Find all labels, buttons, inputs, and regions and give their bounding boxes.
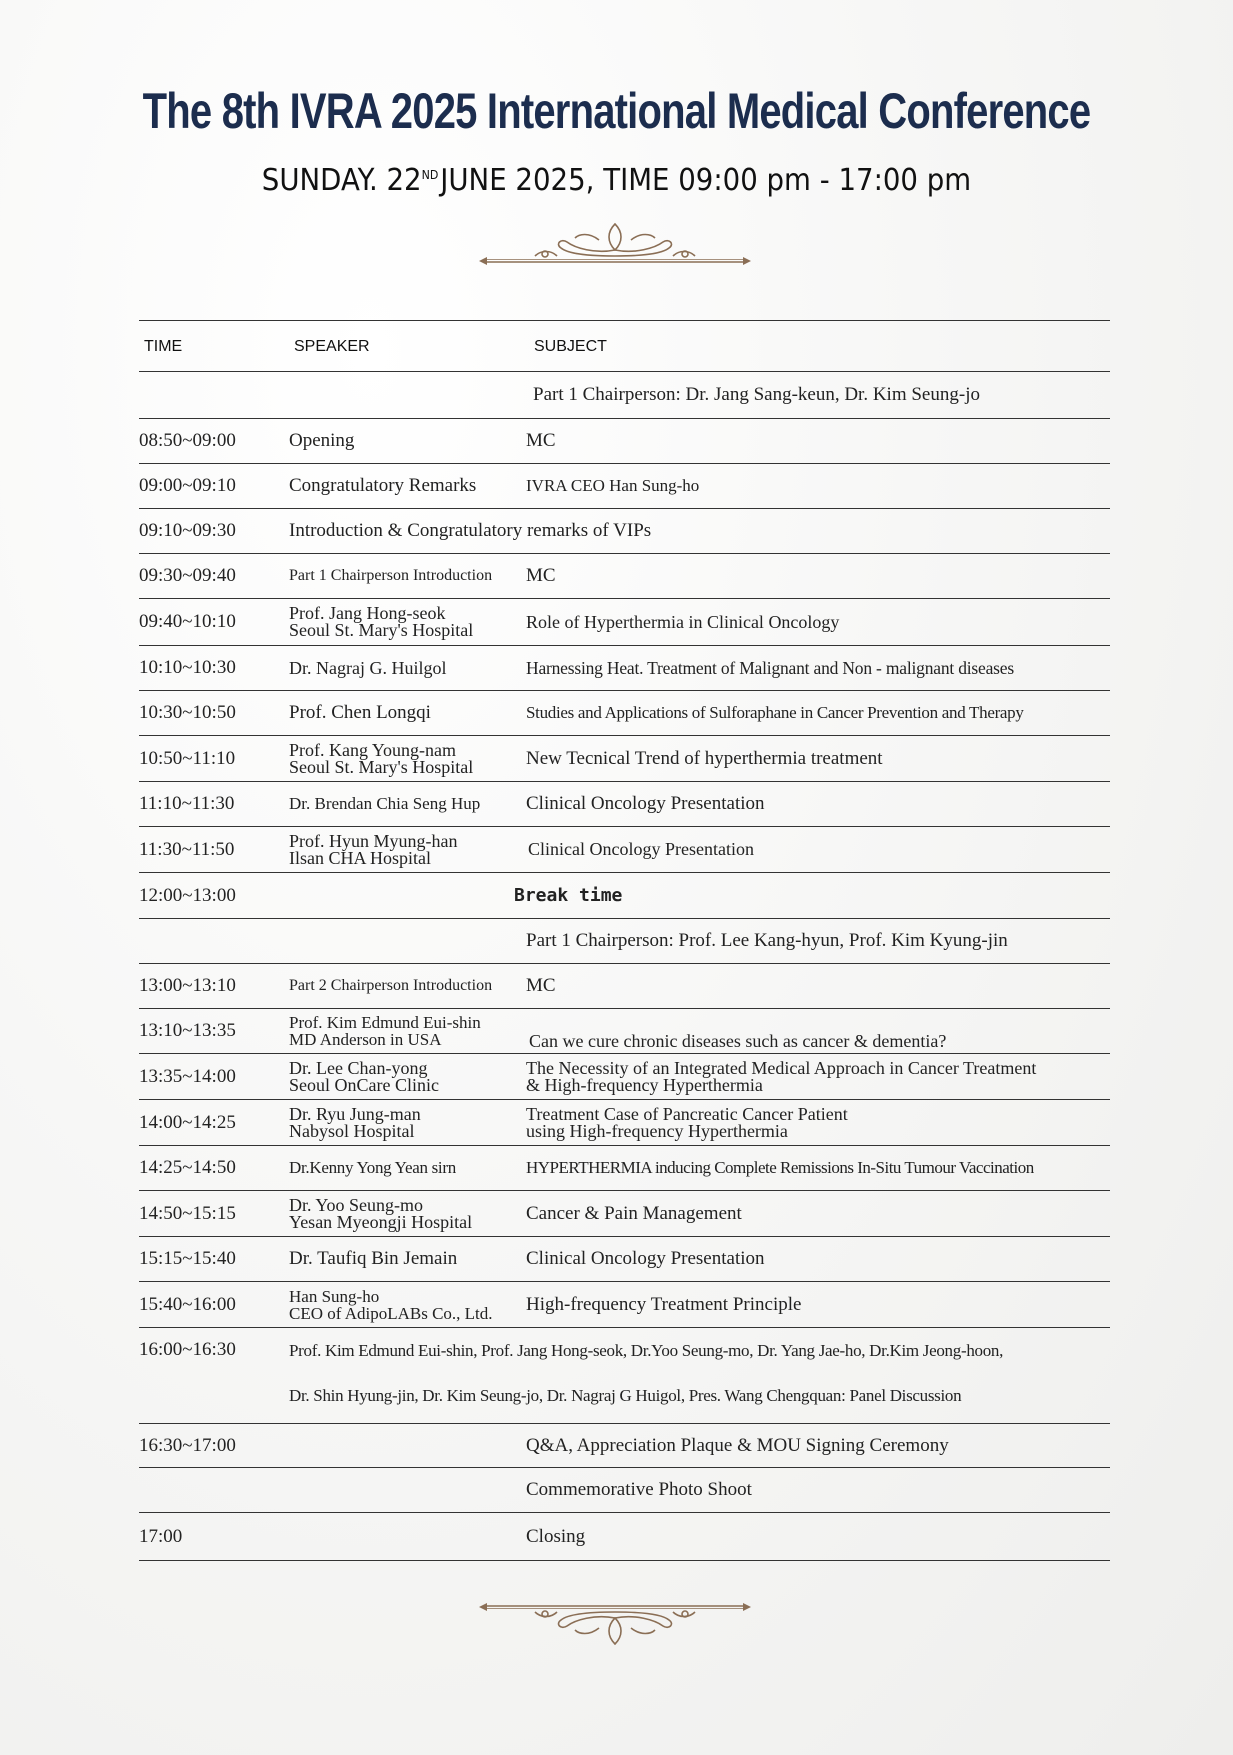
table-row-panel-discussion <box>139 1328 1110 1424</box>
speaker-cell: Congratulatory Remarks <box>289 475 477 496</box>
speaker-affiliation: CEO of AdipoLABs Co., Ltd. <box>289 1303 493 1323</box>
time-cell: 12:00~13:00 <box>139 884 236 906</box>
subject-cell: Role of Hyperthermia in Clinical Oncology <box>526 611 840 632</box>
speaker-cell <box>289 827 519 872</box>
time-cell: 14:50~15:15 <box>139 1202 236 1224</box>
time-cell: 10:30~10:50 <box>139 702 236 723</box>
speaker-cell <box>289 1282 519 1327</box>
time-cell: 10:50~11:10 <box>139 747 236 769</box>
time-cell: 08:50~09:00 <box>139 430 236 451</box>
subject-line-1: Treatment Case of Pancreatic Cancer Patient <box>526 1103 848 1124</box>
speaker-affiliation: Seoul OnCare Clinic <box>289 1074 439 1095</box>
break-label: Break time <box>514 885 623 906</box>
table-row <box>139 1424 1110 1468</box>
speaker-affiliation: Seoul St. Mary's Hospital <box>289 620 474 640</box>
time-cell: 10:10~10:30 <box>139 657 236 678</box>
subtitle-rest: JUNE 2025, TIME 09:00 pm - 17:00 pm <box>440 163 972 198</box>
speaker-cell: Dr.Kenny Yong Yean sirn <box>289 1158 456 1177</box>
subject-cell: MC <box>526 975 556 996</box>
wide-cell: Introduction & Congratulatory remarks of VIPs <box>289 520 652 541</box>
speaker-name: Prof. Kang Young-nam <box>289 739 457 760</box>
subject-cell: MC <box>526 430 556 451</box>
time-cell: 09:10~09:30 <box>139 520 236 541</box>
subject-cell: Harnessing Heat. Treatment of Malignant and Non - malignant diseases <box>526 657 1014 678</box>
speaker-cell: Dr. Brendan Chia Seng Hup <box>289 794 481 813</box>
speaker-cell: Opening <box>289 430 355 451</box>
time-cell: 11:30~11:50 <box>139 838 235 860</box>
subject-cell: Cancer & Pain Management <box>526 1202 742 1224</box>
time-cell: 09:30~09:40 <box>139 565 236 586</box>
subject-cell: Commemorative Photo Shoot <box>526 1479 752 1500</box>
time-cell: 15:15~15:40 <box>139 1248 236 1269</box>
speaker-affiliation: Yesan Myeongji Hospital <box>289 1211 473 1232</box>
table-row <box>139 1100 1110 1146</box>
table-row <box>139 964 1110 1009</box>
column-header-subject: SUBJECT <box>534 338 607 355</box>
subtitle-day: SUNDAY. 22 <box>261 163 422 198</box>
subject-cell: Part 1 Chairperson: Dr. Jang Sang-keun, Dr. Kim Seung-jo <box>533 384 980 405</box>
time-cell: 15:40~16:00 <box>139 1293 236 1315</box>
table-row <box>139 372 1110 419</box>
time-cell: 17:00 <box>139 1525 183 1547</box>
subject-cell: Part 1 Chairperson: Prof. Lee Kang-hyun, Prof. Kim Kyung-jin <box>526 930 1008 951</box>
table-row <box>139 1191 1110 1237</box>
subject-cell: New Tecnical Trend of hyperthermia treatment <box>526 747 883 769</box>
column-header-time: TIME <box>144 338 183 355</box>
speaker-cell <box>289 1191 519 1236</box>
subject-line-2: & High-frequency Hyperthermia <box>526 1074 763 1095</box>
subject-line-2: using High-frequency Hyperthermia <box>526 1120 788 1141</box>
table-row <box>139 1468 1110 1513</box>
time-cell: 13:35~14:00 <box>139 1065 236 1087</box>
speaker-cell <box>289 1009 519 1053</box>
panel-members-line-2: Dr. Shin Hyung-jin, Dr. Kim Seung-jo, Dr. Nagraj G Huigol, Pres. Wang Chengquan: Panel Discussion <box>289 1386 962 1405</box>
speaker-name: Dr. Lee Chan-yong <box>289 1057 428 1078</box>
ornament-divider-top-icon <box>475 220 755 270</box>
speaker-affiliation: Ilsan CHA Hospital <box>289 847 431 868</box>
column-header-speaker: SPEAKER <box>294 338 370 355</box>
table-row <box>139 1054 1110 1100</box>
panel-members-line-1: Prof. Kim Edmund Eui-shin, Prof. Jang Hong-seok, Dr.Yoo Seung-mo, Dr. Yang Jae-ho, Dr.Kim Jeong-hoon, <box>289 1341 1004 1360</box>
time-cell: 16:30~17:00 <box>139 1434 236 1456</box>
page-title: The 8th IVRA 2025 International Medical Conference <box>142 83 1091 139</box>
subject-cell: IVRA CEO Han Sung-ho <box>526 476 700 495</box>
subject-cell: Closing <box>526 1525 586 1547</box>
subject-cell: Q&A, Appreciation Plaque & MOU Signing Ceremony <box>526 1434 949 1456</box>
time-cell: 09:40~10:10 <box>139 611 236 632</box>
speaker-cell <box>289 736 519 781</box>
schedule-table <box>139 320 1110 1561</box>
speaker-name: Prof. Kim Edmund Eui-shin <box>289 1013 481 1032</box>
subject-cell: Studies and Applications of Sulforaphane in Cancer Prevention and Therapy <box>526 703 1024 722</box>
table-row <box>139 1146 1110 1191</box>
time-cell: 14:00~14:25 <box>139 1111 236 1133</box>
time-cell: 13:10~13:35 <box>139 1020 236 1041</box>
table-row <box>139 919 1110 964</box>
time-cell: 16:00~16:30 <box>139 1339 236 1360</box>
speaker-cell <box>289 599 519 645</box>
subject-cell: Clinical Oncology Presentation <box>526 1248 765 1269</box>
table-row <box>139 873 1110 919</box>
table-row <box>139 736 1110 782</box>
table-row <box>139 827 1110 873</box>
table-row <box>139 509 1110 554</box>
table-row <box>139 464 1110 509</box>
speaker-cell <box>289 1100 519 1145</box>
speaker-name: Han Sung-ho <box>289 1286 380 1306</box>
speaker-cell: Dr. Nagraj G. Huilgol <box>289 657 447 678</box>
table-row <box>139 1009 1110 1054</box>
speaker-cell <box>289 1054 519 1099</box>
table-row <box>139 1237 1110 1282</box>
table-row <box>139 554 1110 599</box>
subject-cell <box>526 1100 1126 1145</box>
subject-cell: Can we cure chronic diseases such as cancer & dementia? <box>529 1030 947 1051</box>
speaker-affiliation: Seoul St. Mary's Hospital <box>289 756 474 777</box>
speaker-cell: Part 2 Chairperson Introduction <box>289 977 493 994</box>
time-cell: 09:00~09:10 <box>139 475 236 496</box>
table-row <box>139 599 1110 646</box>
subject-cell: Clinical Oncology Presentation <box>528 839 754 859</box>
speaker-cell: Part 1 Chairperson Introduction <box>289 567 493 584</box>
table-row <box>139 691 1110 736</box>
subject-cell: MC <box>526 565 556 586</box>
speaker-affiliation: Nabysol Hospital <box>289 1120 415 1141</box>
speaker-name: Dr. Yoo Seung-mo <box>289 1194 424 1215</box>
table-row <box>139 1513 1110 1561</box>
time-cell: 14:25~14:50 <box>139 1157 236 1178</box>
table-row <box>139 1282 1110 1328</box>
speaker-affiliation: MD Anderson in USA <box>289 1030 442 1049</box>
table-row <box>139 419 1110 464</box>
subject-cell <box>526 1054 1126 1099</box>
subject-line-1: The Necessity of an Integrated Medical Approach in Cancer Treatment <box>526 1057 1037 1078</box>
speaker-cell: Dr. Taufiq Bin Jemain <box>289 1248 458 1269</box>
time-cell: 11:10~11:30 <box>139 793 235 814</box>
speaker-name: Prof. Hyun Myung-han <box>289 830 458 851</box>
table-row <box>139 646 1110 691</box>
speaker-cell: Prof. Chen Longqi <box>289 702 431 723</box>
speaker-name: Prof. Jang Hong-seok <box>289 603 446 623</box>
subject-cell: Clinical Oncology Presentation <box>526 793 765 814</box>
subject-cell: HYPERTHERMIA inducing Complete Remissions In-Situ Tumour Vaccination <box>526 1158 1034 1177</box>
table-row <box>139 782 1110 827</box>
ornament-divider-bottom-icon <box>475 1598 755 1648</box>
speaker-name: Dr. Ryu Jung-man <box>289 1103 421 1124</box>
subtitle-superscript: ND <box>421 168 439 182</box>
time-cell: 13:00~13:10 <box>139 975 236 996</box>
subject-cell: High-frequency Treatment Principle <box>526 1293 802 1315</box>
table-header-row <box>139 320 1110 372</box>
event-date-time <box>49 163 1183 198</box>
